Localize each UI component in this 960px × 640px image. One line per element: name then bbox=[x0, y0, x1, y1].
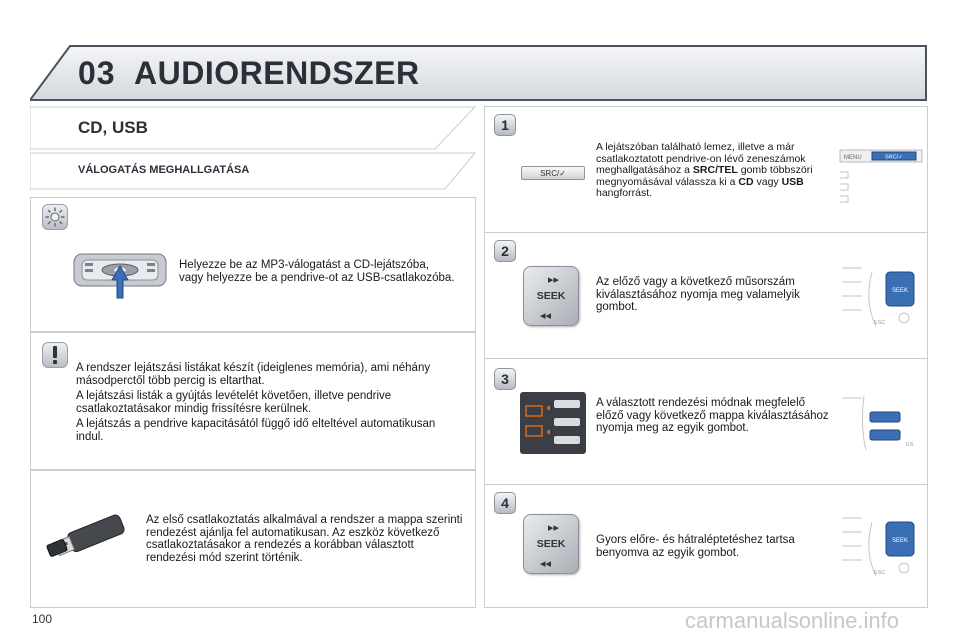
insert-media-line-2: vagy helyezze be a pendrive-ot az USB-csatlakozóba. bbox=[179, 271, 455, 284]
section-title: CD, USB bbox=[78, 118, 148, 137]
chapter-number: 03 bbox=[78, 55, 116, 91]
step-3-number: 3 bbox=[494, 368, 516, 390]
step-1-menu-label: MENU bbox=[844, 155, 862, 161]
step-2-seek-label: SEEK bbox=[892, 288, 909, 294]
warning-text bbox=[76, 362, 456, 446]
seek-up-icon: ▸▸ bbox=[548, 274, 560, 286]
step-1-diagram bbox=[838, 144, 924, 208]
step-2-esc-label: ESC bbox=[874, 320, 886, 326]
step-divider-1 bbox=[484, 232, 928, 233]
usb-stick-image bbox=[44, 510, 134, 560]
page-number: 100 bbox=[32, 612, 53, 626]
warning-paragraph-1: A rendszer lejátszási listákat készít (ideiglenes memória), ami néhány másodperctől több percig is eltarthat. bbox=[76, 362, 431, 387]
insert-media-text bbox=[179, 259, 474, 284]
step-2-number: 2 bbox=[494, 240, 516, 262]
step-4-diagram bbox=[838, 512, 924, 580]
seek-label-2: SEEK bbox=[536, 290, 566, 302]
step-1-text-c: vagy bbox=[753, 175, 782, 188]
step-1-text-b: gomb többszöri megnyomásával válassza ki a bbox=[596, 164, 813, 188]
step-1-text bbox=[596, 142, 830, 200]
insert-media-line-1: Helyezze be az MP3-válogatást a CD-lejátszóba, bbox=[179, 259, 429, 271]
step-2-text: Az előző vagy a következő műsorszám kiválasztásához nyomja meg valamelyik gombot. bbox=[596, 276, 800, 313]
exclamation-icon bbox=[42, 342, 68, 368]
step-1-src-tel: SRC/TEL bbox=[692, 164, 738, 176]
sun-info-icon bbox=[42, 204, 68, 230]
step-divider-3 bbox=[484, 484, 928, 485]
seek-label-4: SEEK bbox=[536, 538, 566, 550]
seek-button-image-4 bbox=[523, 514, 579, 574]
warning-paragraph-2: A lejátszási listák a gyújtás levételét követően, illetve pendrive csatlakoztatásakor mindig frissítésre kerülnek. bbox=[76, 390, 392, 415]
step-1-number: 1 bbox=[494, 114, 516, 136]
seek-down-icon: ◂◂ bbox=[540, 310, 552, 322]
step-1-text-d: hangforrást. bbox=[596, 187, 653, 199]
step-2-diagram bbox=[838, 262, 924, 330]
step-3-es-label: ES bbox=[906, 442, 914, 448]
step-1-src-label: SRC/✓ bbox=[885, 154, 903, 161]
seek-up-icon: ▸▸ bbox=[548, 522, 560, 534]
step-4-number: 4 bbox=[494, 492, 516, 514]
subsection-title: VÁLOGATÁS MEGHALLGATÁSA bbox=[78, 164, 250, 176]
folder-buttons-image bbox=[520, 392, 586, 454]
step-1-usb: USB bbox=[781, 175, 804, 188]
usb-text: Az első csatlakoztatás alkalmával a rendszer a mappa szerinti rendezést ajánlja fel automatikusan. Az eszköz következő csatlakoztatásakor a rendezés a korábban választott rendezési mód szerint történik. bbox=[146, 514, 463, 564]
radio-faceplate-image bbox=[72, 250, 168, 300]
seek-button-image-2 bbox=[523, 266, 579, 326]
watermark-text: carmanualsonline.info bbox=[685, 608, 900, 633]
step-4-seek-label: SEEK bbox=[892, 538, 909, 544]
seek-down-icon: ◂◂ bbox=[540, 558, 552, 570]
warning-paragraph-3: A lejátszás a pendrive kapacitásától függő idő elteltével automatikusan indul. bbox=[76, 418, 436, 443]
step-4-esc-label: ESC bbox=[874, 570, 886, 576]
step-3-diagram bbox=[838, 392, 924, 452]
step-1-cd: CD bbox=[738, 175, 754, 188]
chapter-title: AUDIORENDSZER bbox=[134, 55, 420, 91]
step-3-text: A választott rendezési módnak megfelelő előző vagy következő mappa kiválasztásához nyomja meg az egyik gombot. bbox=[596, 397, 829, 434]
step-1-text-a: A lejátszóban található lemez, illetve a már csatlakoztatott pendrive-on lévő zeneszámok meghallgatásához a bbox=[596, 141, 806, 176]
step-4-text: Gyors előre- és hátraléptetéshez tartsa benyomva az egyik gombot. bbox=[596, 534, 795, 559]
src-button-image: SRC/✓ bbox=[521, 166, 585, 180]
step-divider-2 bbox=[484, 358, 928, 359]
